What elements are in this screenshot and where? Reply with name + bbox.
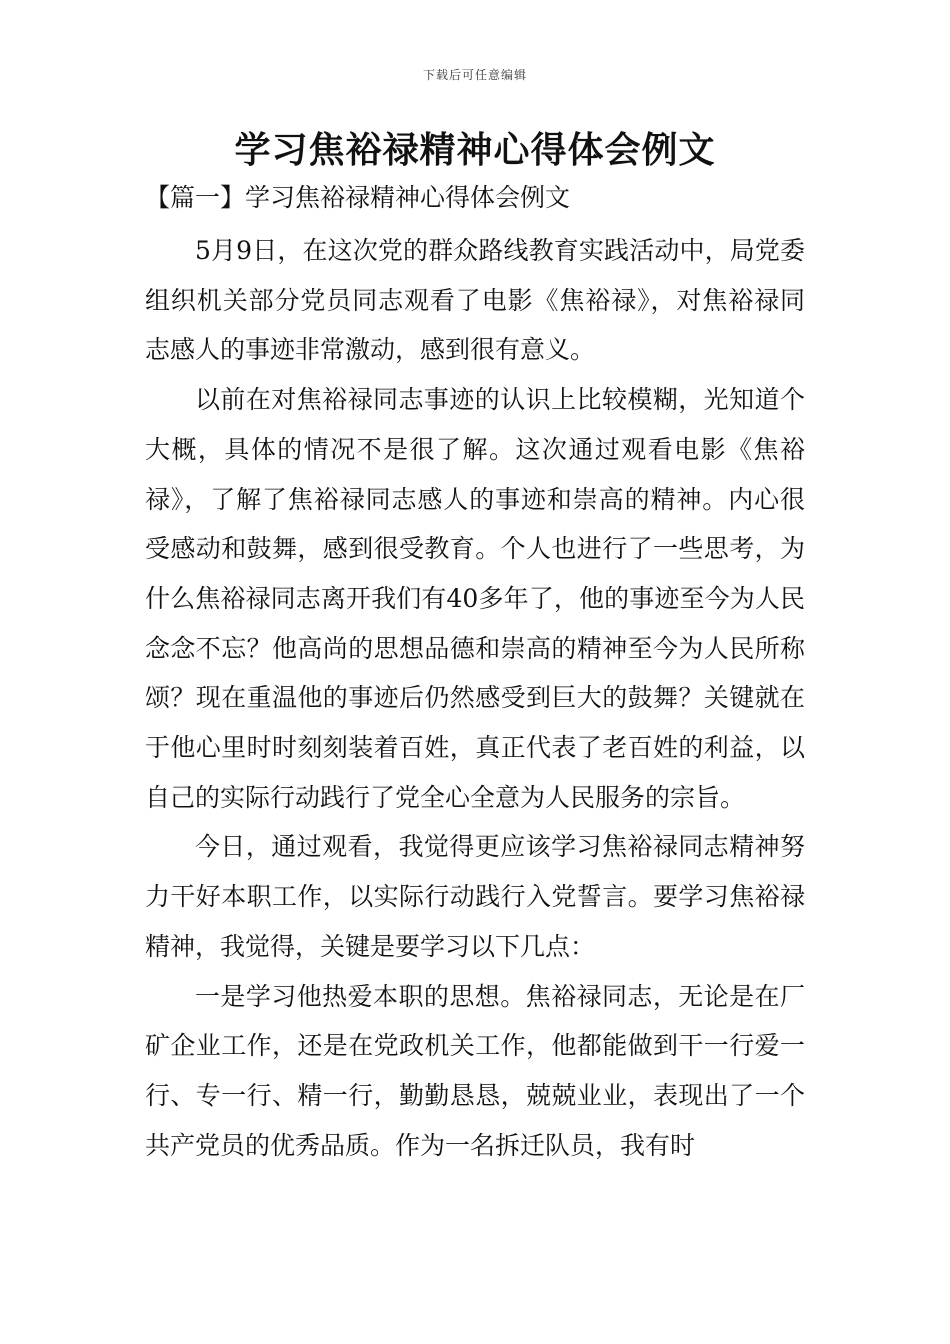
paragraph-4: 一是学习他热爱本职的思想。焦裕禄同志，无论是在厂矿企业工作，还是在党政机关工作，他都能做到干一行爱一行、专一行、精一行，勤勤恳恳，兢兢业业，表现出了一个共产党员的优秀品质。作为一名拆迁队员，我有时 <box>145 981 805 1160</box>
document-title: 学习焦裕禄精神心得体会例文 <box>234 130 716 171</box>
header-note: 下载后可任意编辑 <box>422 68 527 82</box>
paragraph-2: 以前在对焦裕禄同志事迹的认识上比较模糊，光知道个大概，具体的情况不是很了解。这次通过观看电影《焦裕禄》，了解了焦裕禄同志感人的事迹和崇高的精神。内心很受感动和鼓舞，感到很受教育。个人也进行了一些思考，为什么焦裕禄同志离开我们有40多年了，他的事迹至今为人民念念不忘？他高尚的思想品德和崇高的精神至今为人民所称颂？现在重温他的事迹后仍然感受到巨大的鼓舞？关键就在于他心里时时刻刻装着百姓，真正代表了老百姓的利益，以自己的实际行动践行了党全心全意为人民服务的宗旨。 <box>145 385 805 812</box>
section-heading: 【篇一】学习焦裕禄精神心得体会例文 <box>145 183 571 212</box>
paragraph-3: 今日，通过观看，我觉得更应该学习焦裕禄同志精神努力干好本职工作，以实际行动践行入党誓言。要学习焦裕禄精神，我觉得，关键是要学习以下几点： <box>145 832 805 961</box>
paragraph-1: 5月9日，在这次党的群众路线教育实践活动中，局党委组织机关部分党员同志观看了电影《焦裕禄》，对焦裕禄同志感人的事迹非常激动，感到很有意义。 <box>145 236 805 365</box>
body-text <box>145 226 805 1170</box>
